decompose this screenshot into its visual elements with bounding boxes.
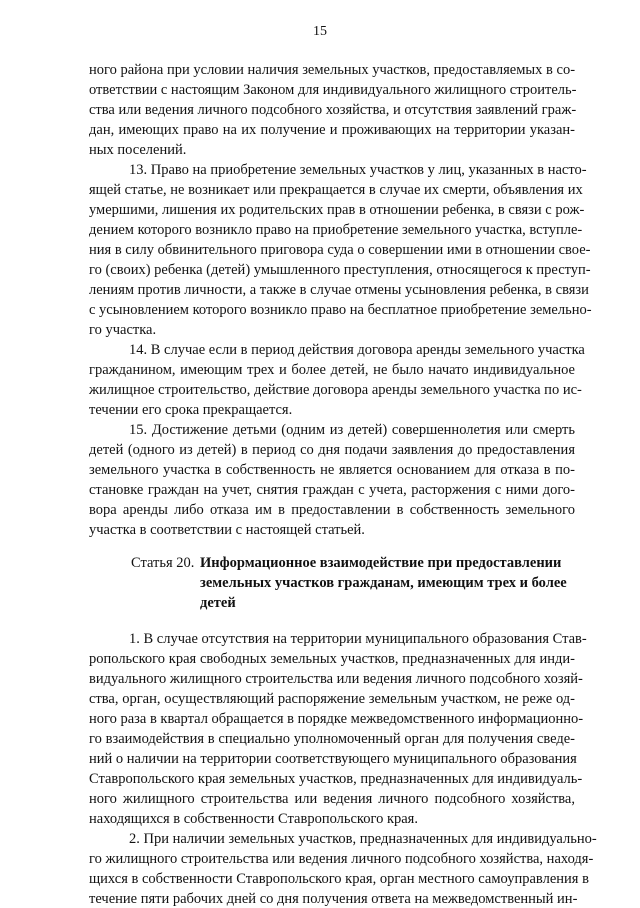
text-line: умершими, лишения их родительских прав в отношении ребенка, в связи с рож- [89,202,585,218]
text-line: го взаимодействия в специально уполномоченный орган для получения сведе- [89,731,575,747]
article-title-line: детей [200,595,236,611]
text-line: с усыновлением которого возникло право на бесплатное приобретение земельно- [89,302,592,318]
text-line: участка в соответствии с настоящей статьей. [89,522,365,538]
text-line: ящей статье, не возникает или прекращается в случае их смерти, объявления их [89,182,583,198]
text-line: ропольского края свободных земельных участков, предназначенных для инди- [89,651,575,667]
text-line: дан, имеющих право на их получение и проживающих на территории указан- [89,122,575,138]
page-number: 15 [313,24,327,39]
text-line: ния в силу обвинительного приговора суда о совершении ими в отношении свое- [89,242,591,258]
text-line: ства или ведения личного подсобного хозяйства, и отсутствия заявлений граж- [89,102,577,118]
article-prefix: Статья 20. [131,555,195,571]
text-line: ответствии с настоящим Законом для индивидуального жилищного строитель- [89,82,577,98]
text-line: го жилищного строительства или ведения личного подсобного хозяйства, находя- [89,851,594,867]
text-line: становке граждан на учет, снятия граждан с учета, расторжения с ними дого- [89,482,575,498]
text-line: 1. В случае отсутствия на территории муниципального образования Став- [129,631,587,647]
text-line: земельного участка в собственность не является основанием для отказа в по- [89,462,575,478]
text-line: детей (одного из детей) в период со дня подачи заявления до предоставления [89,442,575,458]
text-line: 14. В случае если в период действия договора аренды земельного участка [129,342,585,358]
article-title-line: земельных участков гражданам, имеющим трех и более [200,575,567,591]
text-line: вора аренды либо отказа им в предоставлении в собственность земельного [89,502,575,518]
text-line: гражданином, имеющим трех и более детей, не было начато индивидуальное [89,362,575,378]
text-line: ных поселений. [89,142,187,158]
text-line: ства, орган, осуществляющий распоряжение земельным участком, не реже од- [89,691,575,707]
text-line: течении его срока прекращается. [89,402,293,418]
text-line: 13. Право на приобретение земельных участков у лиц, указанных в насто- [129,162,587,178]
text-line: видуального жилищного строительства или ведения личного подсобного хозяй- [89,671,583,687]
text-line: го (своих) ребенка (детей) умышленного преступления, относящегося к преступ- [89,262,591,278]
text-line: течение пяти рабочих дней со дня получения ответа на межведомственный ин- [89,891,578,907]
text-line: лениям против личности, а также в случае отмены усыновления ребенка, в связи [89,282,589,298]
text-line: 2. При наличии земельных участков, предназначенных для индивидуально- [129,831,597,847]
text-line: Ставропольского края земельных участков, предназначенных для индивидуаль- [89,771,583,787]
article-title-line: Информационное взаимодействие при предоставлении [200,555,562,571]
text-line: ного района при условии наличия земельных участков, предоставляемых в со- [89,62,576,78]
text-line: щихся в собственности Ставропольского края, орган местного самоуправления в [89,871,589,887]
text-line: го участка. [89,322,157,338]
text-line: дением которого возникло право на приобретение земельного участка, вступле- [89,222,583,238]
text-line: ний о наличии на территории соответствующего муниципального образования [89,751,577,767]
text-line: жилищное строительство, действие договора аренды земельного участка по ис- [89,382,582,398]
text-line: ного раза в квартал обращается в порядке межведомственного информационно- [89,711,584,727]
text-line: находящихся в собственности Ставропольского края. [89,811,418,827]
text-line: 15. Достижение детьми (одним из детей) совершеннолетия или смерть [129,422,575,438]
text-line: ного жилищного строительства или ведения личного подсобного хозяйства, [89,791,575,807]
